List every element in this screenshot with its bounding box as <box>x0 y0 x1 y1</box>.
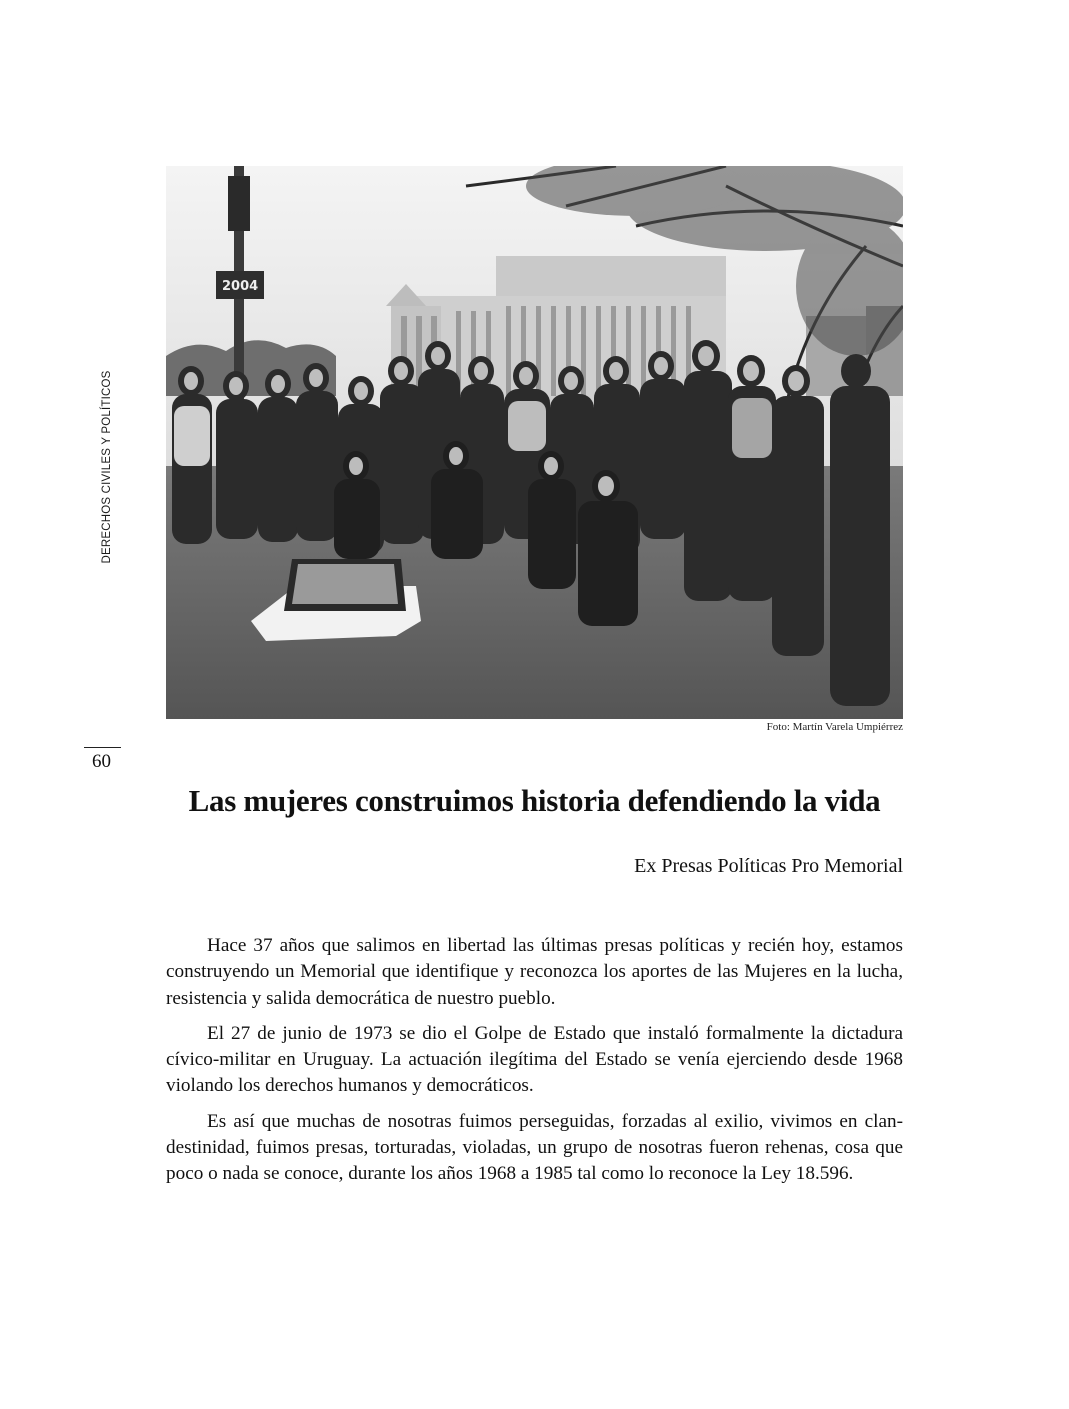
article-title: Las mujeres construimos historia defendiendo la vida <box>188 783 881 818</box>
running-head-text: DERECHOS CIVILES Y POLÍTICOS <box>101 370 113 564</box>
body-paragraph: Es así que muchas de nosotras fuimos perseguidas, forzadas al exilio, vivimos en clandestinidad, fuimos presas, torturadas, violadas, un grupo de nosotras fueron rehenas, cosa que poco o nada se conoce, durante los años 1968 a 1985 tal como lo reconoce la Ley 18.596. <box>166 1110 903 1185</box>
group-photo <box>166 166 903 719</box>
page-number-rule <box>84 747 121 748</box>
body-paragraph: Hace 37 años que salimos en libertad las últimas presas políticas y recién hoy, estamos construyendo un Memorial que identifique y reconozca los aportes de las Mujeres en la lucha, resistencia y salida democrática de nuestro pueblo. <box>166 935 903 1009</box>
running-head <box>99 372 115 562</box>
body-paragraph: El 27 de junio de 1973 se dio el Golpe de Estado que instaló formalmente la dictadura cívico-militar en Uruguay. La actuación ilegítima del Estado se venía ejerciendo desde 1968 violando los derechos humanos y democráticos. <box>166 1022 903 1097</box>
page-number: 60 <box>92 751 111 772</box>
photo-credit: Foto: Martín Varela Umpiérrez <box>766 721 903 733</box>
article-author: Ex Presas Políticas Pro Memorial <box>634 855 903 877</box>
pole-sign-text: 2004 <box>222 279 259 294</box>
article-body <box>166 933 903 1197</box>
